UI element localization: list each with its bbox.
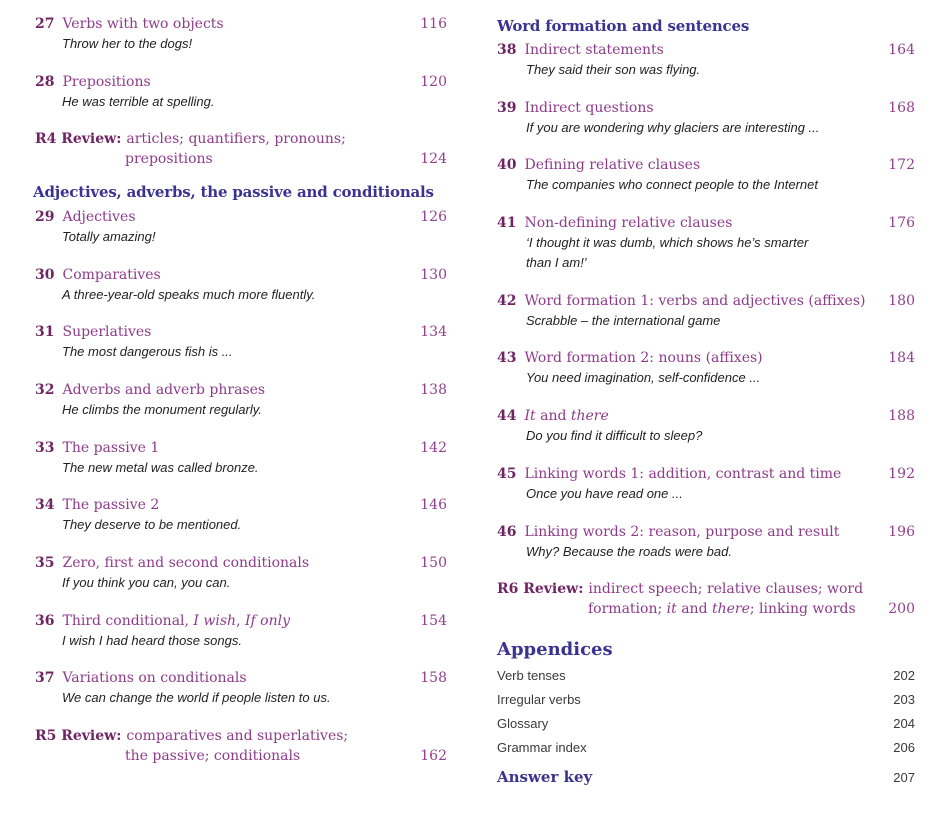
unit-heading-row bbox=[497, 98, 915, 118]
unit-entry-46 bbox=[497, 522, 915, 562]
unit-number: 31 bbox=[35, 324, 55, 341]
unit-title-italic-part: It bbox=[524, 408, 536, 425]
section-heading: Word formation and sentences bbox=[497, 17, 750, 35]
unit-title-italic-part: I wish bbox=[193, 612, 237, 629]
page-number: 154 bbox=[420, 612, 447, 629]
page-number: 196 bbox=[888, 523, 915, 540]
unit-heading-row bbox=[35, 72, 447, 92]
review-heading bbox=[35, 726, 348, 746]
unit-heading bbox=[35, 14, 224, 34]
unit-entry-38 bbox=[497, 40, 915, 80]
review-label: R4 Review: bbox=[35, 131, 122, 148]
unit-example-sentence: The new metal was called bronze. bbox=[62, 459, 259, 475]
unit-example-sentence: We can change the world if people listen to us. bbox=[62, 690, 331, 706]
page-number: 126 bbox=[420, 208, 447, 225]
review-topic-part: ; linking words bbox=[749, 601, 856, 618]
unit-title-italic-part: there bbox=[570, 408, 609, 425]
page-number: 184 bbox=[888, 350, 915, 367]
unit-number: 46 bbox=[497, 523, 517, 540]
unit-example-sentence: Once you have read one ... bbox=[526, 485, 683, 501]
unit-heading bbox=[35, 72, 151, 92]
unit-title: The passive 2 bbox=[62, 497, 160, 514]
unit-title: Prepositions bbox=[62, 73, 151, 90]
unit-heading bbox=[497, 291, 865, 311]
unit-example-sentence-line-1: ‘I thought it was dumb, which shows he’s smarter bbox=[526, 235, 809, 251]
unit-entry-34 bbox=[35, 495, 447, 535]
unit-heading bbox=[497, 155, 700, 175]
review-topic-italic-part: there bbox=[711, 601, 750, 618]
unit-entry-37 bbox=[35, 668, 447, 708]
unit-number: 33 bbox=[35, 439, 55, 456]
unit-entry-42 bbox=[497, 291, 915, 331]
unit-heading-row bbox=[35, 611, 447, 631]
unit-title: The passive 1 bbox=[62, 439, 160, 456]
unit-heading-row bbox=[35, 265, 447, 285]
review-topics-continued: the passive; conditionals bbox=[125, 748, 301, 765]
unit-title-part: , bbox=[236, 612, 245, 629]
unit-example-sentence: If you are wondering why glaciers are interesting ... bbox=[526, 119, 820, 135]
page-number: 200 bbox=[888, 601, 915, 618]
appendix-label: Verb tenses bbox=[497, 668, 566, 684]
unit-heading-row bbox=[497, 213, 915, 233]
page-number: 168 bbox=[888, 99, 915, 116]
unit-number: 39 bbox=[497, 99, 517, 116]
unit-title: Variations on conditionals bbox=[62, 670, 247, 687]
appendices-heading: Appendices bbox=[497, 639, 613, 661]
unit-entry-43 bbox=[497, 348, 915, 388]
page-number: 206 bbox=[893, 740, 915, 756]
unit-heading-row bbox=[497, 406, 915, 426]
appendix-label: Irregular verbs bbox=[497, 692, 581, 708]
unit-heading-row bbox=[497, 155, 915, 175]
unit-title: Verbs with two objects bbox=[62, 16, 224, 32]
unit-heading-row bbox=[35, 495, 447, 515]
page-number: 120 bbox=[420, 73, 447, 90]
unit-entry-44 bbox=[497, 406, 915, 446]
review-line-1 bbox=[497, 579, 915, 599]
unit-title: Linking words 2: reason, purpose and result bbox=[524, 523, 840, 540]
unit-title: Adjectives bbox=[62, 208, 136, 225]
unit-example-sentence: The companies who connect people to the Internet bbox=[526, 177, 818, 193]
unit-number: 30 bbox=[35, 266, 55, 283]
unit-example-sentence: If you think you can, you can. bbox=[62, 575, 231, 591]
answer-key-label: Answer key bbox=[497, 768, 593, 787]
unit-heading-row bbox=[35, 322, 447, 342]
unit-title: Comparatives bbox=[62, 266, 161, 283]
unit-heading bbox=[35, 322, 151, 342]
unit-number: 43 bbox=[497, 350, 517, 367]
review-topics: comparatives and superlatives; bbox=[126, 728, 349, 745]
unit-entry-30 bbox=[35, 265, 447, 305]
page-number: 192 bbox=[888, 465, 915, 482]
page-number: 172 bbox=[888, 157, 915, 174]
unit-entry-32 bbox=[35, 380, 447, 420]
review-line-2 bbox=[35, 149, 447, 169]
unit-number: 37 bbox=[35, 670, 55, 687]
review-line-2 bbox=[497, 599, 915, 619]
page-number: 134 bbox=[420, 324, 447, 341]
unit-heading bbox=[35, 380, 265, 400]
unit-title-italic-part: If only bbox=[244, 612, 290, 629]
unit-example-sentence: Scrabble – the international game bbox=[526, 312, 721, 328]
unit-example-sentence: The most dangerous fish is ... bbox=[62, 344, 233, 360]
page-number: 176 bbox=[888, 215, 915, 232]
unit-number: 36 bbox=[35, 612, 55, 629]
review-line-1 bbox=[35, 726, 447, 746]
unit-heading bbox=[497, 464, 841, 484]
page-number: 142 bbox=[420, 439, 447, 456]
page-number: 164 bbox=[888, 42, 915, 58]
unit-entry-33 bbox=[35, 438, 447, 478]
review-entry-r5 bbox=[35, 726, 447, 766]
unit-example-sentence: They deserve to be mentioned. bbox=[62, 517, 242, 533]
unit-heading bbox=[497, 213, 732, 233]
unit-heading bbox=[35, 553, 309, 573]
answer-key-entry bbox=[497, 766, 915, 788]
unit-title: Word formation 1: verbs and adjectives (affixes) bbox=[524, 292, 866, 309]
unit-heading bbox=[35, 495, 159, 515]
page-number: 158 bbox=[420, 670, 447, 687]
unit-example-sentence: Totally amazing! bbox=[62, 228, 156, 244]
unit-title: Non-defining relative clauses bbox=[524, 215, 733, 232]
unit-title-part: Third conditional, bbox=[62, 612, 194, 629]
review-entry-r4 bbox=[35, 129, 447, 169]
review-topic-part: and bbox=[676, 601, 712, 618]
unit-example-sentence: You need imagination, self-confidence ... bbox=[526, 370, 761, 386]
unit-heading bbox=[497, 406, 609, 426]
unit-heading bbox=[35, 438, 159, 458]
unit-heading bbox=[35, 207, 136, 227]
unit-entry-29 bbox=[35, 207, 447, 247]
unit-number: 35 bbox=[35, 555, 55, 572]
unit-title: Superlatives bbox=[62, 324, 152, 341]
unit-entry-28 bbox=[35, 72, 447, 112]
page-number: 162 bbox=[420, 748, 447, 765]
unit-heading-row bbox=[35, 668, 447, 688]
unit-title: Word formation 2: nouns (affixes) bbox=[524, 350, 763, 367]
unit-example-sentence: Do you find it difficult to sleep? bbox=[526, 428, 703, 444]
page-number: 204 bbox=[893, 716, 915, 732]
unit-title-part: and bbox=[535, 408, 571, 425]
unit-heading-row bbox=[497, 348, 915, 368]
unit-heading-row bbox=[497, 40, 915, 60]
unit-title: Indirect statements bbox=[524, 42, 664, 58]
unit-heading-row bbox=[35, 14, 447, 34]
unit-title: Indirect questions bbox=[524, 99, 654, 116]
page-number: 203 bbox=[893, 692, 915, 708]
review-topics: indirect speech; relative clauses; word bbox=[588, 581, 864, 598]
unit-example-sentence: I wish I had heard those songs. bbox=[62, 632, 242, 648]
unit-entry-39 bbox=[497, 98, 915, 138]
unit-heading bbox=[497, 98, 654, 118]
page-number: 138 bbox=[420, 382, 447, 399]
unit-example-sentence-line-2: than I am!’ bbox=[526, 255, 587, 271]
appendix-label: Grammar index bbox=[497, 740, 587, 756]
review-label: R6 Review: bbox=[497, 581, 584, 598]
unit-number: 42 bbox=[497, 292, 517, 309]
unit-number: 29 bbox=[35, 208, 55, 225]
unit-title: Defining relative clauses bbox=[524, 157, 701, 174]
unit-example-sentence: They said their son was flying. bbox=[526, 62, 701, 77]
page-number: 180 bbox=[888, 292, 915, 309]
unit-entry-45 bbox=[497, 464, 915, 504]
unit-number: 27 bbox=[35, 16, 55, 32]
page-number: 207 bbox=[893, 770, 915, 786]
unit-heading-row bbox=[35, 553, 447, 573]
unit-heading bbox=[35, 611, 290, 631]
toc-column-right bbox=[497, 0, 915, 788]
unit-example-sentence: Why? Because the roads were bad. bbox=[526, 543, 732, 559]
unit-heading-row bbox=[497, 291, 915, 311]
unit-example-sentence: He was terrible at spelling. bbox=[62, 93, 215, 109]
unit-heading-row bbox=[35, 438, 447, 458]
appendix-label: Glossary bbox=[497, 716, 549, 732]
review-heading bbox=[497, 579, 863, 599]
unit-entry-40 bbox=[497, 155, 915, 195]
page-number: 124 bbox=[420, 151, 447, 168]
unit-number: 38 bbox=[497, 42, 517, 58]
review-line-2 bbox=[35, 746, 447, 766]
review-topic-italic-part: it bbox=[666, 601, 677, 618]
page-number: 202 bbox=[893, 668, 915, 684]
unit-heading bbox=[497, 522, 839, 542]
unit-number: 28 bbox=[35, 73, 55, 90]
review-label: R5 Review: bbox=[35, 728, 122, 745]
unit-number: 40 bbox=[497, 157, 517, 174]
section-heading: Adjectives, adverbs, the passive and conditionals bbox=[33, 182, 434, 201]
review-topics-continued: prepositions bbox=[125, 151, 213, 168]
review-topic-part: formation; bbox=[588, 601, 667, 618]
unit-heading bbox=[35, 668, 247, 688]
appendix-item-glossary bbox=[497, 712, 915, 736]
unit-title: Linking words 1: addition, contrast and time bbox=[524, 465, 842, 482]
unit-heading bbox=[497, 40, 664, 60]
unit-number: 41 bbox=[497, 215, 517, 232]
unit-heading-row bbox=[35, 207, 447, 227]
unit-entry-35 bbox=[35, 553, 447, 593]
toc-column-left bbox=[35, 0, 447, 766]
page-number: 146 bbox=[420, 497, 447, 514]
unit-example-sentence: He climbs the monument regularly. bbox=[62, 402, 262, 418]
unit-example-sentence: Throw her to the dogs! bbox=[62, 36, 193, 51]
review-entry-r6 bbox=[497, 579, 915, 619]
unit-example-sentence: A three-year-old speaks much more fluently. bbox=[62, 286, 316, 302]
review-topics-continued bbox=[497, 599, 856, 619]
page-number: 150 bbox=[420, 555, 447, 572]
page-number: 130 bbox=[420, 266, 447, 283]
unit-entry-27 bbox=[35, 14, 447, 54]
page-number: 188 bbox=[888, 408, 915, 425]
unit-title: Zero, first and second conditionals bbox=[62, 555, 310, 572]
unit-heading bbox=[35, 265, 161, 285]
unit-number: 32 bbox=[35, 382, 55, 399]
unit-title: Adverbs and adverb phrases bbox=[62, 382, 266, 399]
unit-heading-row bbox=[35, 380, 447, 400]
unit-heading-row bbox=[497, 464, 915, 484]
unit-entry-36 bbox=[35, 611, 447, 651]
appendix-item-grammar-index bbox=[497, 736, 915, 760]
review-heading bbox=[35, 129, 346, 149]
unit-number: 34 bbox=[35, 497, 55, 514]
review-topics: articles; quantifiers, pronouns; bbox=[126, 131, 346, 148]
appendix-item-verb-tenses bbox=[497, 664, 915, 688]
review-line-1 bbox=[35, 129, 447, 149]
unit-entry-31 bbox=[35, 322, 447, 362]
unit-number: 44 bbox=[497, 408, 517, 425]
unit-heading-row bbox=[497, 522, 915, 542]
unit-entry-41 bbox=[497, 213, 915, 273]
page-number: 116 bbox=[420, 16, 447, 32]
appendix-item-irregular-verbs bbox=[497, 688, 915, 712]
unit-number: 45 bbox=[497, 465, 517, 482]
unit-heading bbox=[497, 348, 763, 368]
